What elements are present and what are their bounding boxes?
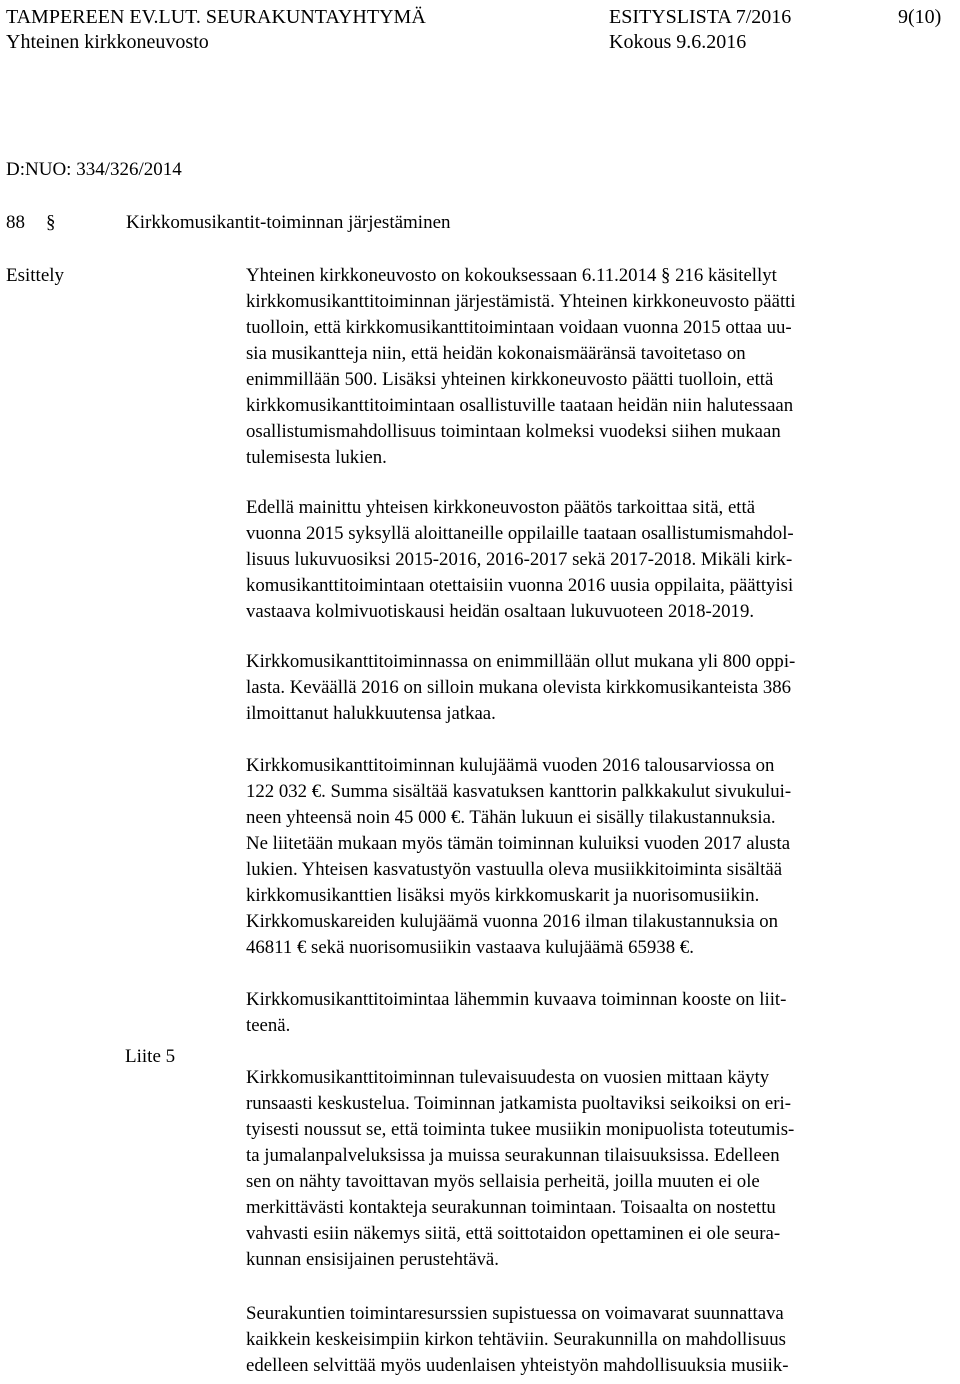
item-number: 88: [6, 212, 25, 233]
header-agenda-number: ESITYSLISTA 7/2016: [609, 6, 792, 28]
text-line: runsaasti keskustelua. Toiminnan jatkamista puoltaviksi seikoiksi on eri-: [246, 1093, 791, 1114]
paragraph-3: [246, 649, 958, 727]
label-esittely: Esittely: [6, 265, 65, 286]
text-line: kaikkein keskeisimpiin kirkon tehtäviin. Seurakunnilla on mahdollisuus: [246, 1329, 786, 1350]
text-line: Kirkkomusikanttitoiminnan tulevaisuudesta on vuosien mittaan käyty: [246, 1067, 770, 1088]
text-line: lisuus lukuvuosiksi 2015-2016, 2016-2017 sekä 2017-2018. Mikäli kirk-: [246, 549, 793, 570]
paragraph-5: [246, 987, 958, 1039]
text-line: vuonna 2015 syksyllä aloittaneille oppilaille taataan osallistumismahdol-: [246, 523, 794, 544]
header-body-name: Yhteinen kirkkoneuvosto: [6, 31, 209, 53]
text-line: sia musikantteja niin, että heidän kokonaismääränsä tavoitetaso on: [246, 343, 746, 364]
text-line: Kirkkomusikanttitoiminnassa on enimmillään ollut mukana yli 800 oppi-: [246, 651, 796, 672]
text-line: lukien. Yhteisen kasvatustyön vastuulla oleva musiikkitoiminta sisältää: [246, 859, 783, 880]
text-line: Kirkkomusikanttitoiminnan kulujäämä vuoden 2016 talousarviossa on: [246, 755, 775, 776]
paragraph-7: [246, 1301, 958, 1379]
text-line: Ne liitetään mukaan myös tämän toiminnan kuluiksi vuoden 2017 alusta: [246, 833, 791, 854]
text-line: Edellä mainittu yhteisen kirkkoneuvoston päätös tarkoittaa sitä, että: [246, 497, 756, 518]
text-line: osallistumismahdollisuus toimintaan kolmeksi vuodeksi siihen mukaan: [246, 421, 781, 442]
record-diary-number: D:NUO: 334/326/2014: [6, 159, 182, 180]
text-line: kirkkomusikanttien lisäksi myös kirkkomuskarit ja nuorisomusiikin.: [246, 885, 760, 906]
text-line: merkittävästi kontakteja seurakunnan toimintaan. Toisaalta on nostettu: [246, 1197, 776, 1218]
header-meeting-date: Kokous 9.6.2016: [609, 31, 747, 53]
paragraph-1: [246, 263, 958, 471]
text-line: kirkkomusikanttitoimintaan osallistuville taataan heidän niin halutessaan: [246, 395, 794, 416]
text-line: enimmillään 500. Lisäksi yhteinen kirkkoneuvosto päätti tuolloin, että: [246, 369, 774, 390]
header-page-number: 9(10): [898, 6, 942, 28]
text-line: kirkkomusikanttitoiminnan järjestämistä. Yhteinen kirkkoneuvosto päätti: [246, 291, 796, 312]
text-line: ilmoittanut halukkuutensa jatkaa.: [246, 703, 496, 724]
paragraph-4: [246, 753, 958, 961]
text-line: lasta. Keväällä 2016 on silloin mukana olevista kirkkomusikanteista 386: [246, 677, 792, 698]
text-line: Yhteinen kirkkoneuvosto on kokouksessaan 6.11.2014 § 216 käsitellyt: [246, 265, 777, 286]
item-title: Kirkkomusikantit-toiminnan järjestäminen: [126, 212, 451, 233]
text-line: 122 032 €. Summa sisältää kasvatuksen kanttorin palkkakulut sivukului-: [246, 781, 792, 802]
text-line: Seurakuntien toimintaresurssien supistuessa on voimavarat suunnattava: [246, 1303, 784, 1324]
paragraph-2: [246, 495, 958, 625]
text-line: tuolloin, että kirkkomusikanttitoimintaan voidaan vuonna 2015 ottaa uu-: [246, 317, 792, 338]
text-line: Kirkkomuskareiden kulujäämä vuonna 2016 ilman tilakustannuksia on: [246, 911, 779, 932]
text-line: tyisesti noussut se, että toiminta tukee musiikin monipuolista toteutumis-: [246, 1119, 795, 1140]
text-line: teenä.: [246, 1015, 291, 1036]
text-line: sen on nähty tavoittavan myös sellaisia perheitä, joilla muuten ei ole: [246, 1171, 760, 1192]
document-body: [246, 263, 958, 1379]
text-line: vastaava kolmivuotiskausi heidän osaltaan lukuvuoteen 2018-2019.: [246, 601, 755, 622]
label-attachment: Liite 5: [125, 1046, 176, 1067]
text-line: edelleen selvittää myös uudenlaisen yhteistyön mahdollisuuksia musiik-: [246, 1355, 789, 1376]
text-line: kunnan ensisijainen perustehtävä.: [246, 1249, 499, 1270]
text-line: vahvasti esiin näkemys siitä, että soittotaidon opettaminen ei ole seura-: [246, 1223, 781, 1244]
text-line: 46811 € sekä nuorisomusiikin vastaava kulujäämä 65938 €.: [246, 937, 694, 958]
header-organization: TAMPEREEN EV.LUT. SEURAKUNTAYHTYMÄ: [6, 6, 426, 28]
text-line: komusikanttitoimintaan otettaisiin vuonna 2016 uusia oppilaita, päättyisi: [246, 575, 794, 596]
text-line: ta jumalanpalveluksissa ja muissa seurakunnan tilaisuuksissa. Edelleen: [246, 1145, 780, 1166]
text-line: tulemisesta lukien.: [246, 447, 387, 468]
paragraph-6: [246, 1065, 958, 1273]
text-line: neen yhteensä noin 45 000 €. Tähän lukuun ei sisälly tilakustannuksia.: [246, 807, 776, 828]
text-line: Kirkkomusikanttitoimintaa lähemmin kuvaava toiminnan kooste on liit-: [246, 989, 787, 1010]
section-mark: §: [46, 212, 56, 233]
